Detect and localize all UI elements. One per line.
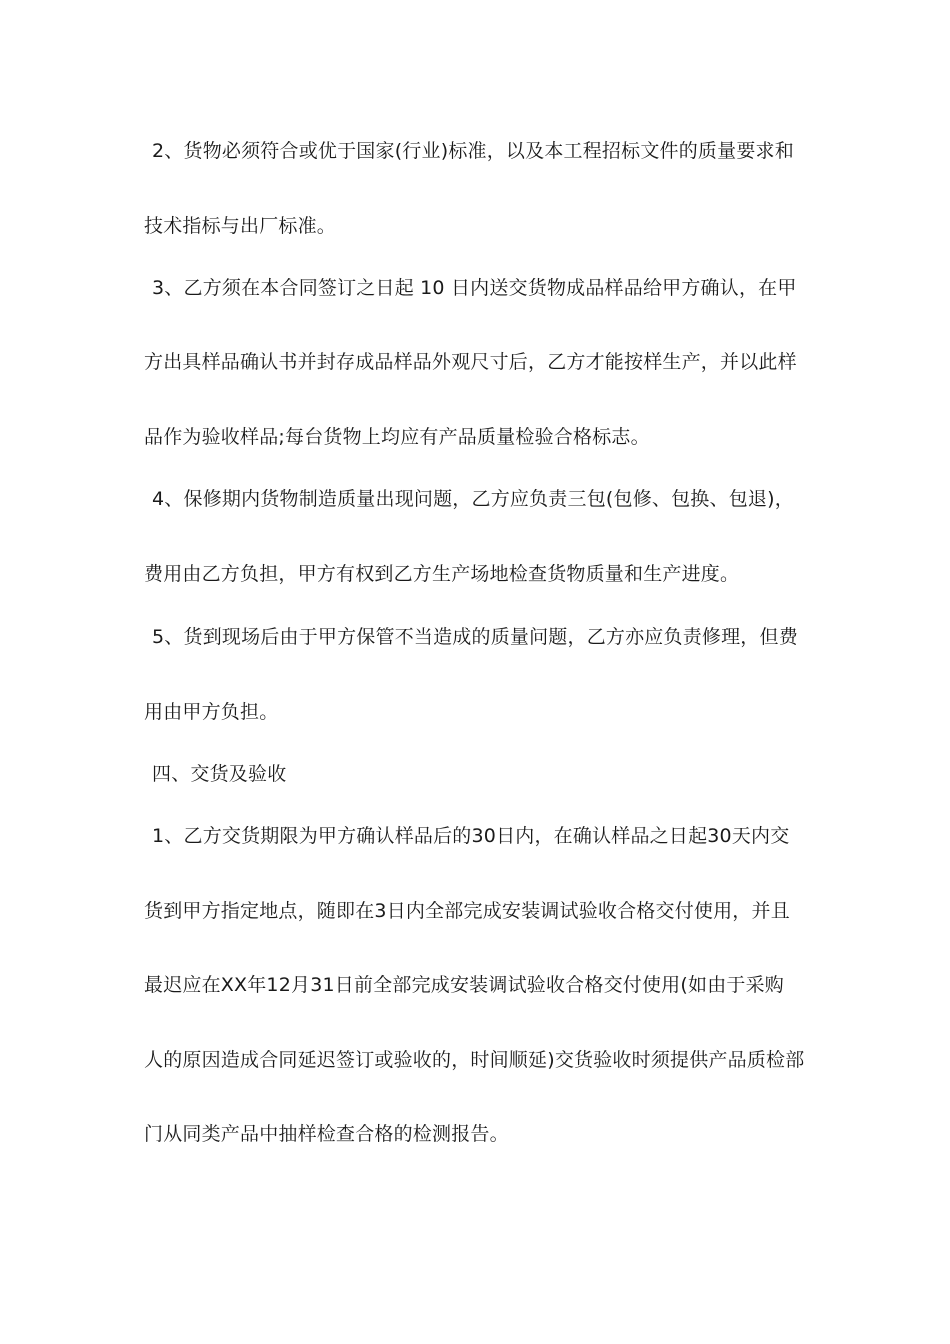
- delivery-clause-1-line-1: 1、乙方交货期限为甲方确认样品后的30日内，在确认样品之日起30天内交: [152, 825, 790, 847]
- delivery-clause-1-line-4: 人的原因造成合同延迟签订或验收的，时间顺延)交货验收时须提供产品质检部: [144, 1049, 805, 1071]
- clause-4-line-2: 费用由乙方负担，甲方有权到乙方生产场地检查货物质量和生产进度。: [144, 563, 740, 585]
- delivery-clause-1-line-5: 门从同类产品中抽样检查合格的检测报告。: [144, 1123, 509, 1145]
- clause-2-line-2: 技术指标与出厂标准。: [144, 215, 337, 237]
- clause-5-line-1: 5、货到现场后由于甲方保管不当造成的质量问题，乙方亦应负责修理，但费: [152, 626, 798, 648]
- clause-5-line-2: 用由甲方负担。: [144, 701, 279, 723]
- clause-2-line-1: 2、货物必须符合或优于国家(行业)标准，以及本工程招标文件的质量要求和: [152, 140, 794, 162]
- clause-3-line-1: 3、乙方须在本合同签订之日起 10 日内送交货物成品样品给甲方确认，在甲: [152, 277, 797, 299]
- delivery-clause-1-line-3: 最迟应在XX年12月31日前全部完成安装调试验收合格交付使用(如由于采购: [144, 974, 784, 996]
- section-heading-delivery: 四、交货及验收: [152, 763, 287, 785]
- clause-3-line-3: 品作为验收样品;每台货物上均应有产品质量检验合格标志。: [144, 426, 650, 448]
- clause-4-line-1: 4、保修期内货物制造质量出现问题，乙方应负责三包(包修、包换、包退)，: [152, 488, 794, 510]
- clause-3-line-2: 方出具样品确认书并封存成品样品外观尺寸后，乙方才能按样生产，并以此样: [144, 351, 797, 373]
- delivery-clause-1-line-2: 货到甲方指定地点，随即在3日内全部完成安装调试验收合格交付使用，并且: [144, 900, 790, 922]
